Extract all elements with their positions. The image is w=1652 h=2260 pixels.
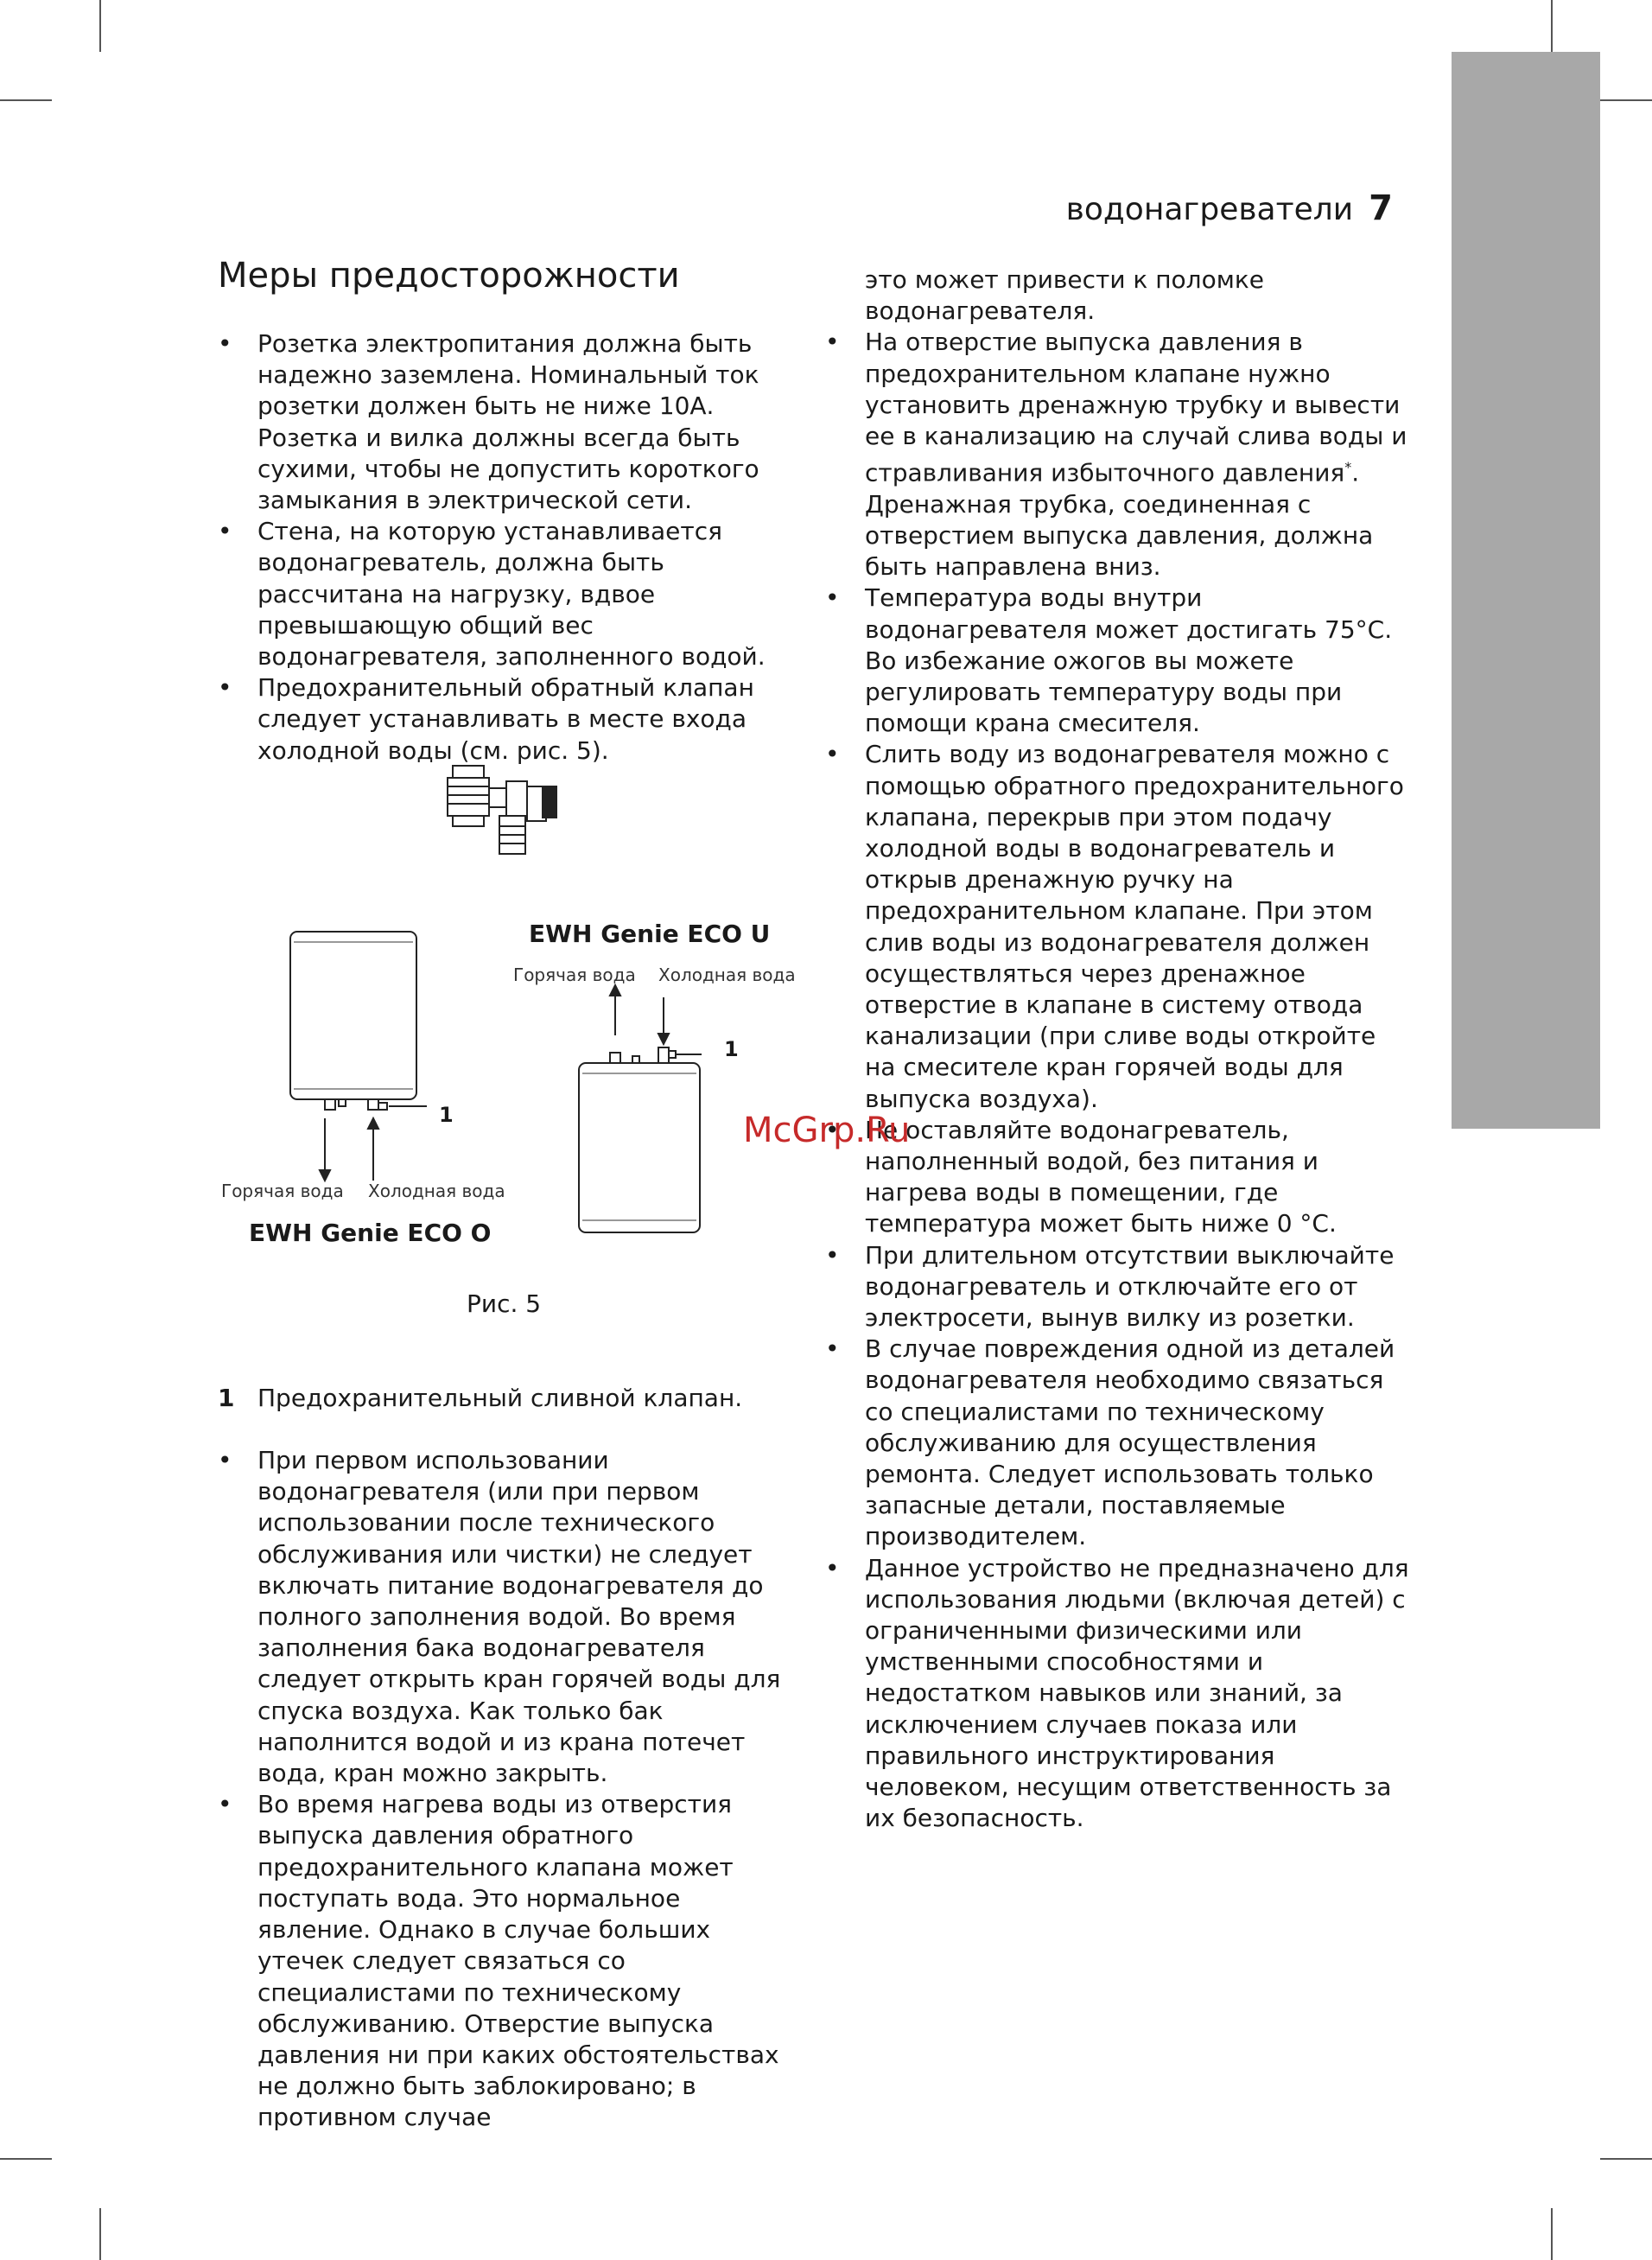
legend-item xyxy=(218,1383,788,1414)
hot-water-label-u: Горячая вода xyxy=(513,964,636,985)
figure-caption: Рис. 5 xyxy=(467,1289,542,1318)
list-item: • Предохранительный обратный клапан следует устанавливать в месте входа холодной воды (см. рис. 5). xyxy=(218,672,788,767)
legend-number: 1 xyxy=(218,1383,235,1412)
legend-text: Предохранительный сливной клапан. xyxy=(257,1383,743,1412)
model-eco-u-label: EWH Genie ECO U xyxy=(529,920,771,948)
list-item: • В случае повреждения одной из деталей водонагревателя необходимо связаться со специалистами по техническому обслуживанию для осуществления ремонта. Следует использовать только запасные детали, поставляемые производителем. xyxy=(825,1334,1413,1552)
section-title: водонагреватели xyxy=(1065,192,1354,227)
list-item: • При первом использовании водонагревателя (или при первом использовании после технического обслуживания или чистки) не следует включать питание водонагревателя до полного заполнения водой. Во время заполнения бака водонагревателя следует открыть кран горячей воды для спуска воздуха. Как только бак наполнится водой и из крана потечет вода, кран можно закрыть. xyxy=(218,1445,788,1789)
list-item: • Во время нагрева воды из отверстия выпуска давления обратного предохранительного клапана может поступать вода. Это нормальное явление. Однако в случае больших утечек следует связаться со специалистами по техническому обслуживанию. Отверстие выпуска давления ни при каких обстоятельствах не должно быть заблокировано; в противном случае xyxy=(218,1789,788,2133)
list-item: • Температура воды внутри водонагревателя может достигать 75°С. Во избежание ожогов вы можете регулировать температуру воды при помощи крана смесителя. xyxy=(825,583,1413,739)
watermark: McGrp.Ru xyxy=(743,1111,911,1150)
list-item xyxy=(825,327,1413,583)
hot-water-label-o: Горячая вода xyxy=(221,1181,344,1201)
crop-mark xyxy=(0,99,52,101)
crop-mark xyxy=(99,0,101,52)
cold-water-label-o: Холодная вода xyxy=(368,1181,505,1201)
crop-mark xyxy=(1551,0,1553,52)
page-number: 7 xyxy=(1369,188,1393,228)
section-tab xyxy=(1452,52,1600,1129)
list-item: • Данное устройство не предназначено для использования людьми (включая детей) с ограниченными физическими или умственными способностями и недостатком навыков или знаний, за исключением случаев показа или правильного инструктирования человеком, несущим ответственность за их безопасность. xyxy=(825,1553,1413,1835)
drain-text-a: На отверстие выпуска давления в предохранительном клапане нужно установить дренажную трубку и вывести ее в канализацию на случай слива воды и стравливания избыточного давления xyxy=(865,328,1407,487)
crop-mark xyxy=(0,2158,52,2160)
drain-text-b: . Дренажная трубка, соединенная с отверстием выпуска давления, должна быть направлена вниз. xyxy=(865,458,1374,582)
heater-eco-u-drawing xyxy=(579,985,702,1232)
list-item: • При длительном отсутствии выключайте водонагреватель и отключайте его от электросети, вынув вилку из розетки. xyxy=(825,1240,1413,1334)
cold-water-label-u: Холодная вода xyxy=(658,964,796,985)
safety-valve-drawing xyxy=(448,766,556,854)
spacer xyxy=(218,1414,788,1445)
list-item: • Не оставляйте водонагреватель, наполненный водой, без питания и нагрева воды в помещении, где температура может быть ниже 0 °С. xyxy=(825,1115,1413,1240)
figure-5 xyxy=(207,752,795,1322)
crop-mark xyxy=(1551,2208,1553,2260)
crop-mark xyxy=(1600,2158,1652,2160)
list-item: • Розетка электропитания должна быть надежно заземлена. Номинальный ток розетки должен быть не ниже 10А. Розетка и вилка должны всегда быть сухими, чтобы не допустить короткого замыкания в электрической сети. xyxy=(218,328,788,516)
heater-eco-o-drawing xyxy=(290,932,427,1181)
marker-1-o: 1 xyxy=(439,1103,454,1127)
continued-paragraph: это может привести к поломке водонагревателя. xyxy=(865,265,1264,326)
marker-1-u: 1 xyxy=(724,1037,739,1061)
list-item: • Стена, на которую устанавливается водонагреватель, должна быть рассчитана на нагрузку, вдвое превышающую общий вес водонагревателя, заполненного водой. xyxy=(218,516,788,672)
crop-mark xyxy=(1600,99,1652,101)
model-eco-o-label: EWH Genie ECO O xyxy=(249,1219,492,1247)
page-header xyxy=(1066,188,1393,228)
right-column xyxy=(825,264,1413,1834)
list-item: • Слить воду из водонагревателя можно с помощью обратного предохранительного клапана, перекрыв при этом подачу холодной воды в водонагреватель и открыв дренажную ручку на предохранительном клапане. При этом слив воды из водонагревателя должен осуществляться через дренажное отверстие в клапане в систему отвода канализации (при сливе воды откройте на смесителе кран горячей воды для выпуска воздуха). xyxy=(825,739,1413,1114)
page-title: Меры предосторожности xyxy=(218,256,680,296)
footnote-mark: * xyxy=(1344,459,1352,476)
crop-mark xyxy=(99,2208,101,2260)
